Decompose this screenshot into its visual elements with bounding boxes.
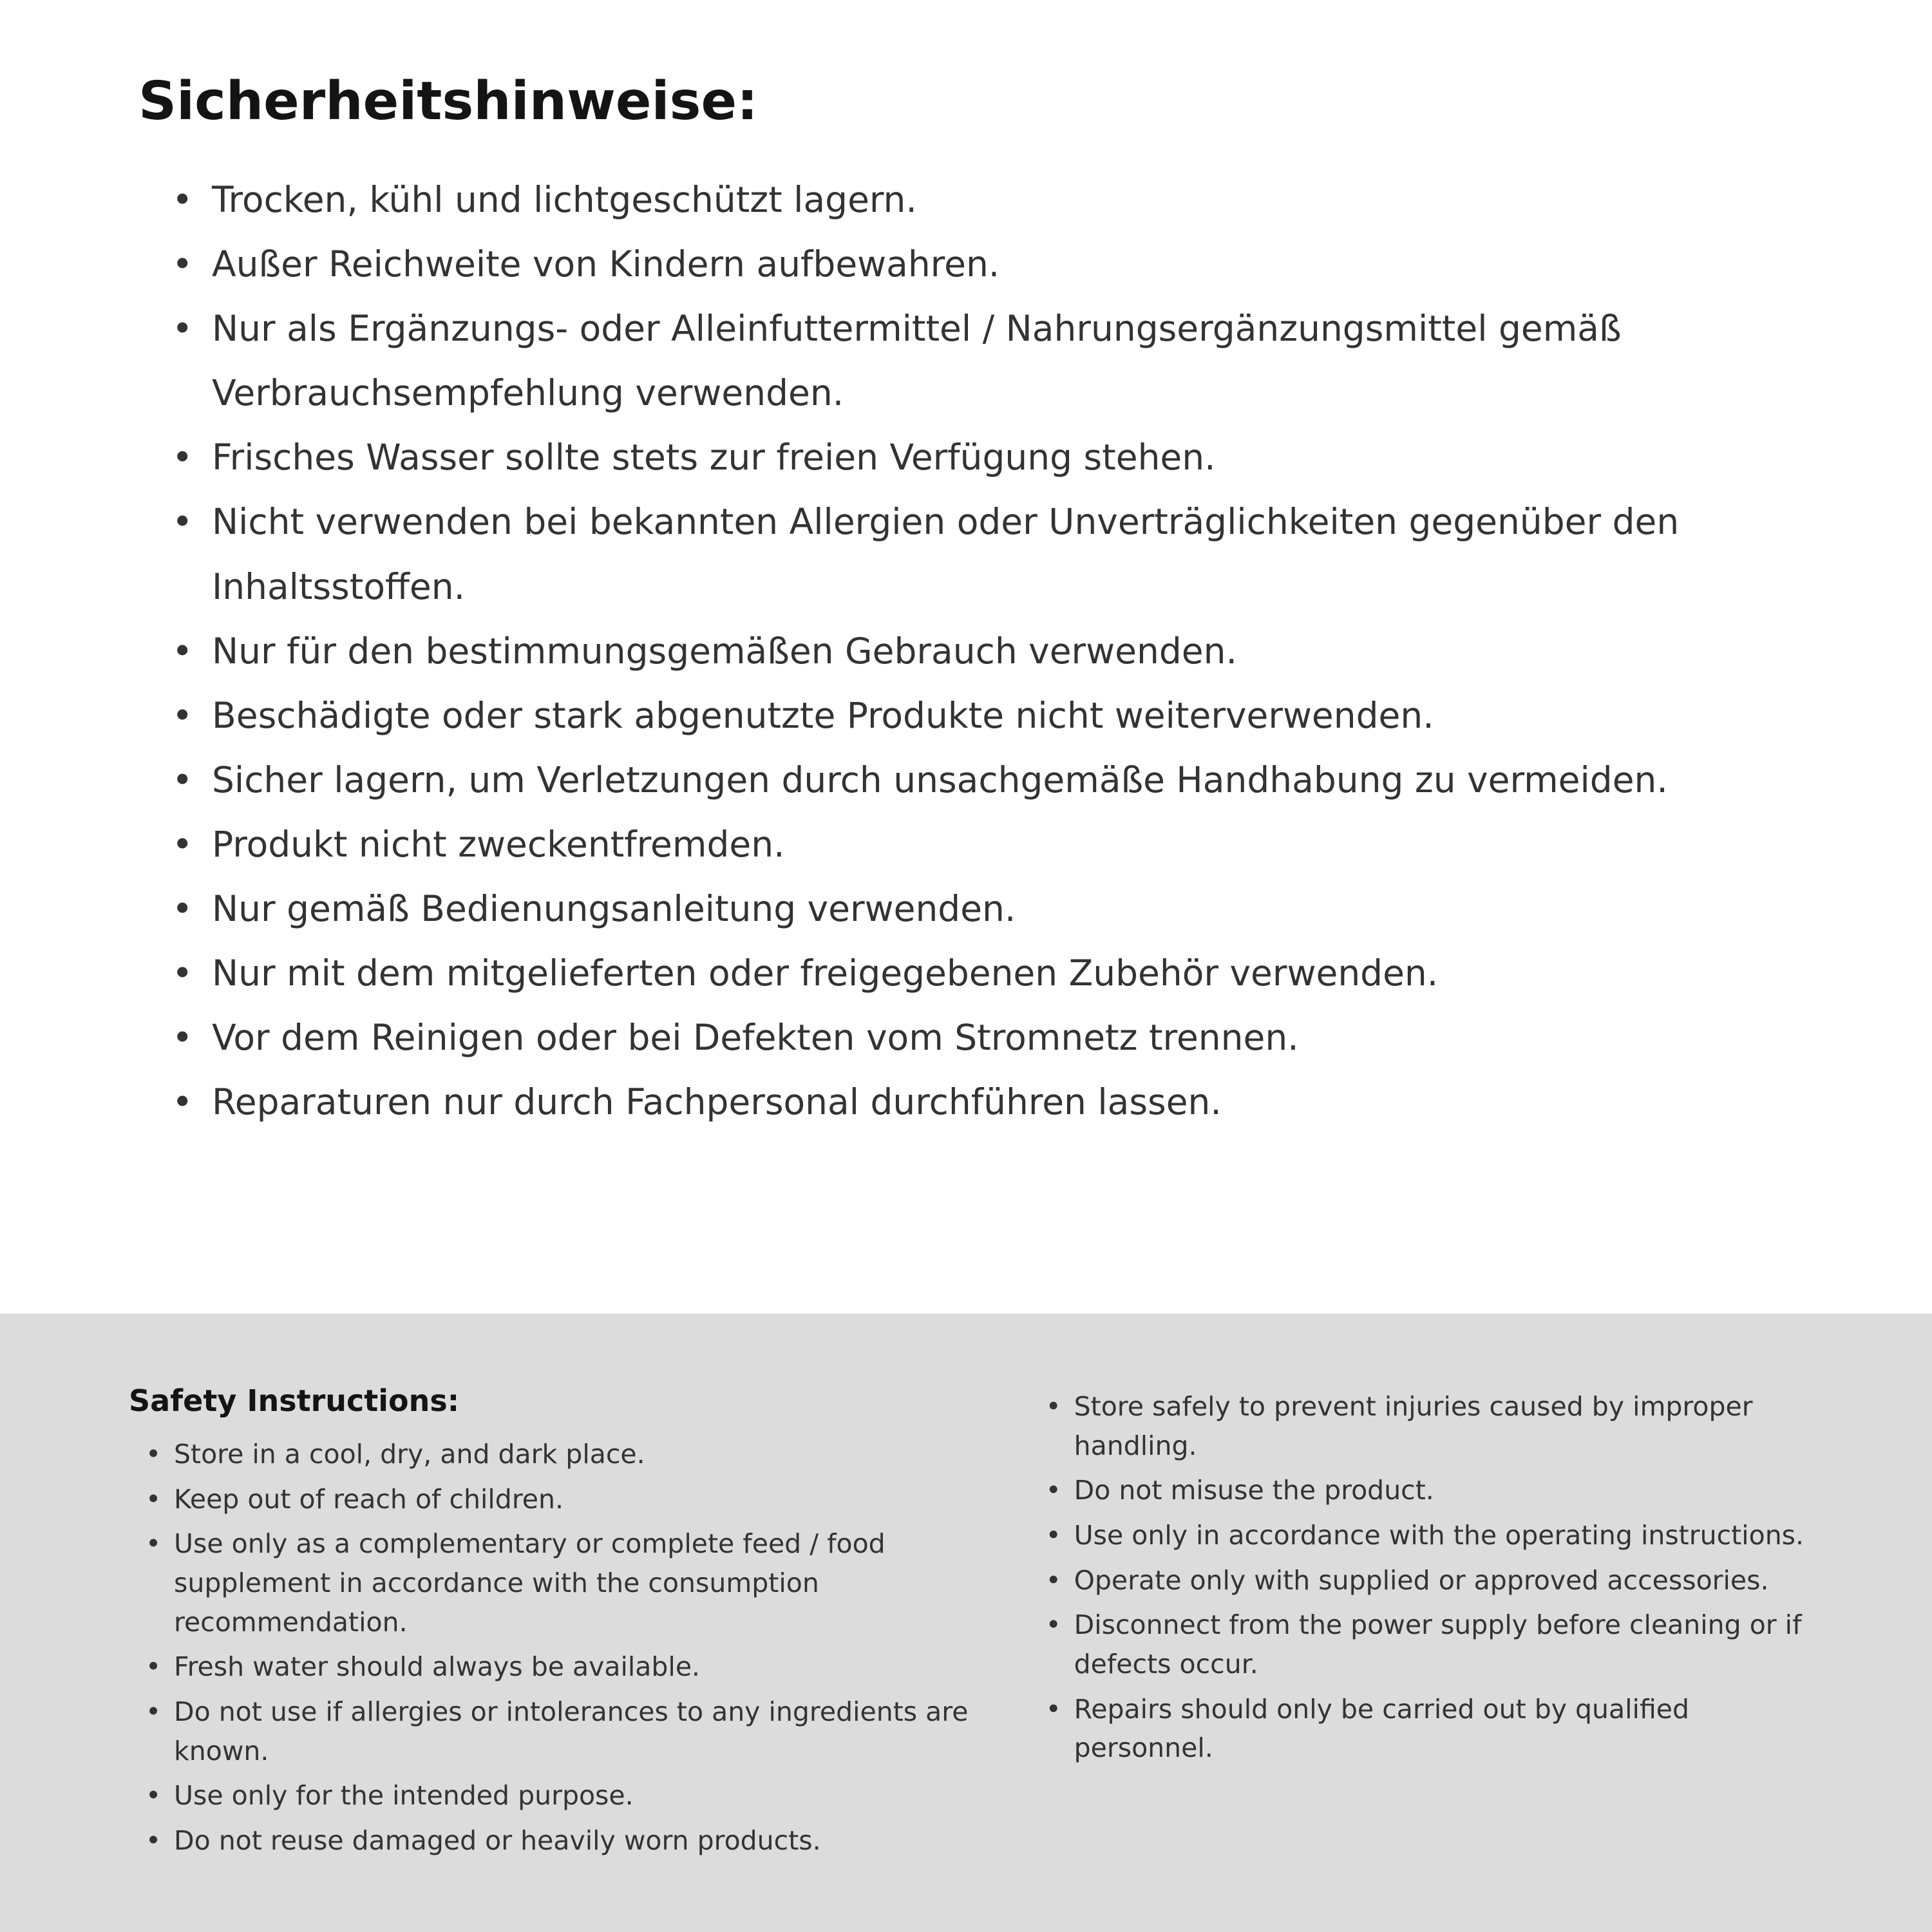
list-item: • Keep out of reach of children. bbox=[146, 1480, 969, 1519]
list-item: • Sicher lagern, um Verletzungen durch unsachgemäße Handhabung zu vermeiden. bbox=[172, 748, 1808, 812]
list-item: • Operate only with supplied or approved accessories. bbox=[1046, 1561, 1835, 1600]
list-item: • Nicht verwenden bei bekannten Allergien oder Unverträglichkeiten gegenüber den Inhaltsstoffen. bbox=[172, 489, 1808, 618]
list-item: • Do not misuse the product. bbox=[1046, 1471, 1835, 1510]
english-section bbox=[0, 1314, 1932, 1932]
german-safety-list bbox=[172, 167, 1808, 1134]
list-item: • Frisches Wasser sollte stets zur freien Verfügung stehen. bbox=[172, 425, 1808, 489]
list-item: • Nur gemäß Bedienungsanleitung verwenden. bbox=[172, 876, 1808, 941]
english-right-column bbox=[1046, 1383, 1835, 1932]
english-left-column bbox=[129, 1383, 969, 1932]
list-item: • Disconnect from the power supply before cleaning or if defects occur. bbox=[1046, 1605, 1835, 1683]
english-title: Safety Instructions: bbox=[129, 1383, 460, 1418]
english-safety-list-left bbox=[146, 1435, 969, 1861]
list-item: • Store in a cool, dry, and dark place. bbox=[146, 1435, 969, 1474]
list-item: • Außer Reichweite von Kindern aufbewahren. bbox=[172, 232, 1808, 296]
list-item: • Vor dem Reinigen oder bei Defekten vom Stromnetz trennen. bbox=[172, 1005, 1808, 1070]
list-item: • Do not reuse damaged or heavily worn products. bbox=[146, 1821, 969, 1861]
list-item: • Trocken, kühl und lichtgeschützt lagern. bbox=[172, 167, 1808, 232]
list-item: • Produkt nicht zweckentfremden. bbox=[172, 812, 1808, 876]
list-item: • Nur für den bestimmungsgemäßen Gebrauch verwenden. bbox=[172, 619, 1808, 683]
list-item: • Reparaturen nur durch Fachpersonal durchführen lassen. bbox=[172, 1070, 1808, 1134]
list-item: • Do not use if allergies or intolerances to any ingredients are known. bbox=[146, 1692, 969, 1770]
list-item: • Repairs should only be carried out by qualified personnel. bbox=[1046, 1690, 1835, 1768]
english-safety-list-right bbox=[1046, 1387, 1835, 1768]
list-item: • Use only as a complementary or complete feed / food supplement in accordance with the consumption recommendation. bbox=[146, 1524, 969, 1642]
list-item: • Use only in accordance with the operating instructions. bbox=[1046, 1516, 1835, 1555]
list-item: • Use only for the intended purpose. bbox=[146, 1776, 969, 1815]
list-item: • Nur mit dem mitgelieferten oder freigegebenen Zubehör verwenden. bbox=[172, 941, 1808, 1005]
list-item: • Nur als Ergänzungs- oder Alleinfuttermittel / Nahrungsergänzungsmittel gemäß Verbrauchsempfehlung verwenden. bbox=[172, 296, 1808, 425]
list-item: • Store safely to prevent injuries caused by improper handling. bbox=[1046, 1387, 1835, 1465]
list-item: • Fresh water should always be available. bbox=[146, 1647, 969, 1687]
list-item: • Beschädigte oder stark abgenutzte Produkte nicht weiterverwenden. bbox=[172, 683, 1808, 748]
german-title: Sicherheitshinweise: bbox=[138, 71, 758, 132]
